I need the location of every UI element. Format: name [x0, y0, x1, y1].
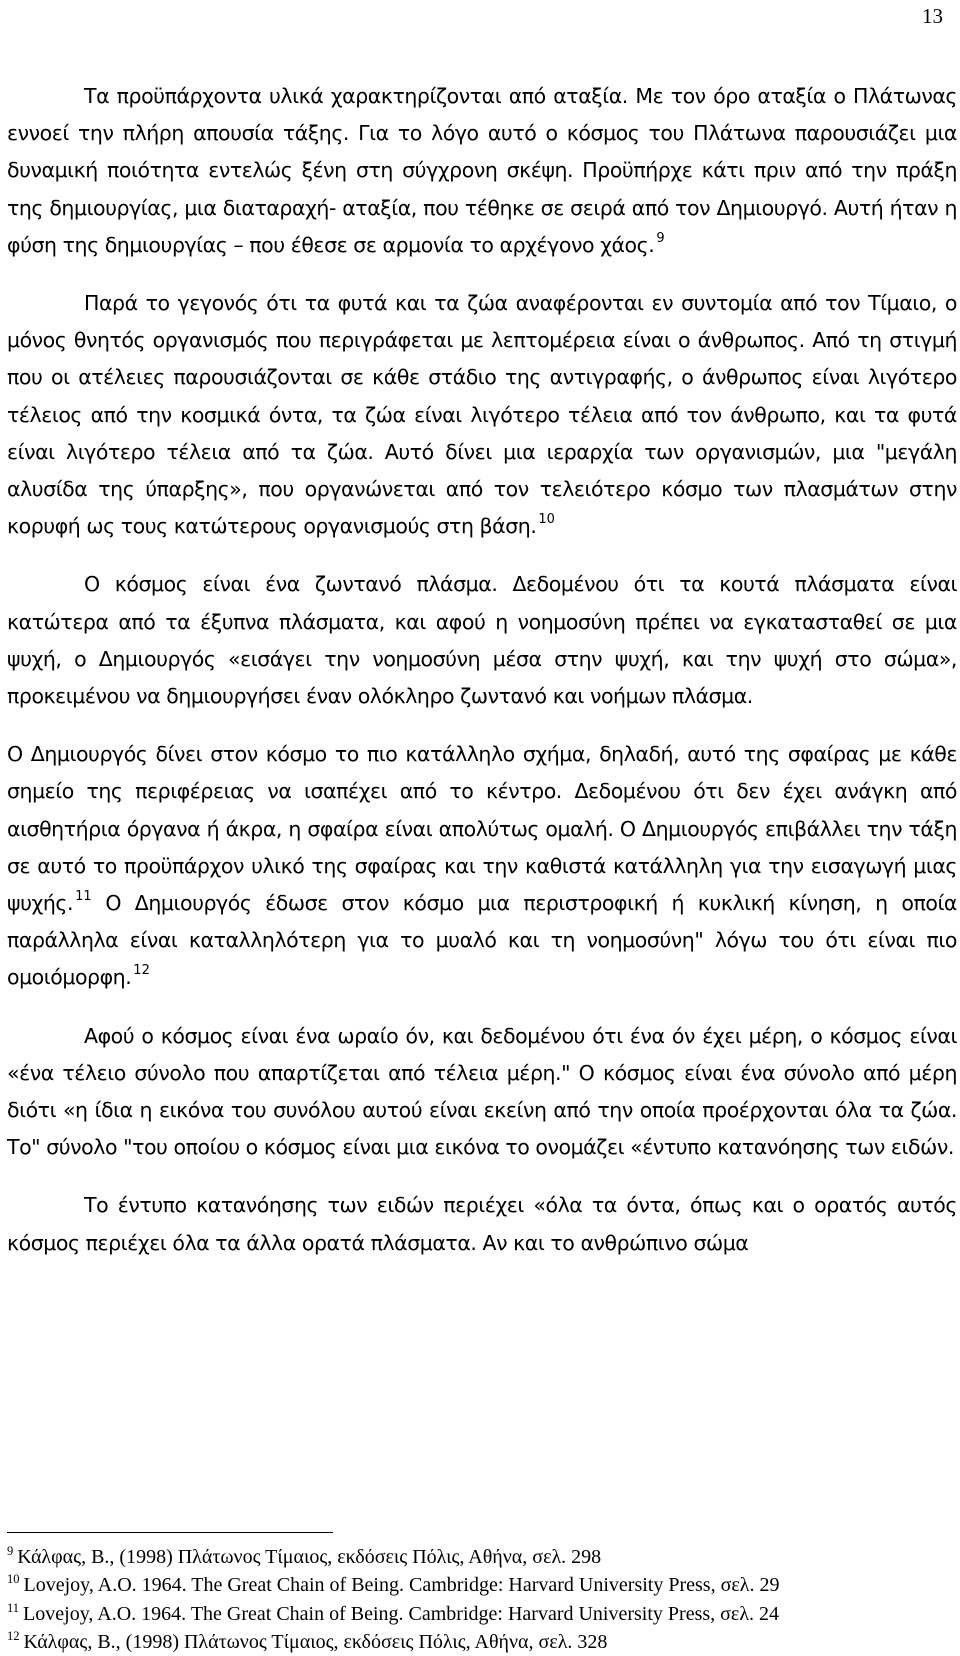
- footnote-separator: [7, 1532, 333, 1533]
- body-text: [7, 78, 957, 1262]
- page-number: 13: [922, 4, 943, 28]
- footnote-10: [7, 1571, 957, 1599]
- paragraph-6: [7, 1187, 957, 1261]
- footnotes: [7, 1543, 957, 1656]
- footnote-12: [7, 1628, 957, 1656]
- footnote-number: 11: [7, 1600, 20, 1615]
- paragraph-text: Ο Δημιουργός έδωσε στον κόσμο μια περιστροφική ή κυκλική κίνηση, η οποία παράλληλα είναι καταλληλότερη για το μυαλό και τη νοημοσύνη" λόγω του ότι είναι πιο ομοιόμορφη.: [7, 891, 957, 990]
- paragraph-3: [7, 566, 957, 715]
- paragraph-2: [7, 285, 957, 545]
- footnote-ref-10: 10: [538, 512, 555, 528]
- paragraph-text: Αφού ο κόσμος είναι ένα ωραίο όν, και δεδομένου ότι ένα όν έχει μέρη, ο κόσμος είναι «ένα τέλειο σύνολο που απαρτίζεται από τέλεια μέρη." Ο κόσμος είναι ένα σύνολο από μέρη διότι «η ίδια η εικόνα του συνόλου αυτού είναι εκείνη από την οποία προέρχονται όλα τα ζώα. Το" σύνολο "του οποίου ο κόσμος είναι μια εικόνα το ονομάζει «έντυπο κατανόησης των ειδών.: [7, 1023, 957, 1160]
- footnote-ref-9: 9: [656, 230, 665, 246]
- paragraph-text: Το έντυπο κατανόησης των ειδών περιέχει «όλα τα όντα, όπως και ο ορατός αυτός κόσμος περιέχει όλα τα άλλα ορατά πλάσματα. Αν και το ανθρώπινο σώμα: [7, 1193, 957, 1255]
- paragraph-text: Ο κόσμος είναι ένα ζωντανό πλάσμα. Δεδομένου ότι τα κουτά πλάσματα είναι κατώτερα από τα έξυπνα πλάσματα, και αφού η νοημοσύνη πρέπει να εγκατασταθεί σε μια ψυχή, ο Δημιουργός «εισάγει την νοημοσύνη μέσα στην ψυχή, και την ψυχή στο σώμα», προκειμένου να δημιουργήσει έναν ολόκληρο ζωντανό και νοήμων πλάσμα.: [7, 572, 957, 709]
- footnote-number: 9: [7, 1544, 14, 1558]
- paragraph-5: [7, 1018, 957, 1167]
- footnote-ref-11: 11: [75, 889, 92, 905]
- footnote-text: Κάλφας, Β., (1998) Πλάτωνος Τίμαιος, εκδόσεις Πόλις, Αθήνα, σελ. 298: [17, 1546, 602, 1568]
- footnote-number: 12: [7, 1628, 20, 1643]
- footnote-9: [7, 1543, 957, 1571]
- footnote-text: Lovejoy, A.O. 1964. The Great Chain of Being. Cambridge: Harvard University Press, σελ. 24: [23, 1602, 780, 1625]
- paragraph-1: [7, 78, 957, 264]
- paragraph-text: Παρά το γεγονός ότι τα φυτά και τα ζώα αναφέρονται εν συντομία από τον Τίμαιο, ο μόνος θνητός οργανισμός που περιγράφεται με λεπτομέρεια είναι ο άνθρωπος. Από τη στιγμή που οι ατέλειες παρουσιάζονται σε κάθε στάδιο της αντιγραφής, ο άνθρωπος είναι λιγότερο τέλειος από την κοσμικά όντα, τα ζώα είναι λιγότερο τέλεια από τον άνθρωπο, και τα φυτά είναι λιγότερο τέλεια από τα ζώα. Αυτό δίνει μια ιεραρχία των οργανισμών, μια "μεγάλη αλυσίδα της ύπαρξης», που οργανώνεται από τον τελειότερο κόσμο των πλασμάτων στην κορυφή ως τους κατώτερους οργανισμούς στη βάση.: [7, 291, 957, 539]
- paragraph-text: Ο Δημιουργός δίνει στον κόσμο το πιο κατάλληλο σχήμα, δηλαδή, αυτό της σφαίρας με κάθε σημείο της περιφέρειας να ισαπέχει από το κέντρο. Δεδομένου ότι δεν έχει ανάγκη από αισθητήρια όργανα ή άκρα, η σφαίρα είναι απολύτως ομαλή. Ο Δημιουργός επιβάλλει την τάξη σε αυτό το προϋπάρχον υλικό της σφαίρας και την καθιστά κατάλληλη για την εισαγωγή μιας ψυχής.: [7, 742, 957, 916]
- footnote-ref-12: 12: [133, 963, 150, 979]
- footnote-11: [7, 1600, 957, 1628]
- footnote-text: Lovejoy, A.O. 1964. The Great Chain of Being. Cambridge: Harvard University Press, σελ. 29: [23, 1574, 780, 1597]
- paragraph-4: [7, 736, 957, 996]
- paragraph-text: Τα προϋπάρχοντα υλικά χαρακτηρίζονται από αταξία. Με τον όρο αταξία ο Πλάτωνας εννοεί την πλήρη απουσία τάξης. Για το λόγο αυτό ο κόσμος του Πλάτωνα παρουσιάζει μια δυναμική ποιότητα εντελώς ξένη στη σύγχρονη σκέψη. Προϋπήρχε κάτι πριν από την πράξη της δημιουργίας, μια διαταραχή- αταξία, που τέθηκε σε σειρά από τον Δημιουργό. Αυτή ήταν η φύση της δημιουργίας – που έθεσε σε αρμονία το αρχέγονο χάος.: [7, 84, 957, 257]
- footnote-number: 10: [7, 1572, 20, 1587]
- footnote-text: Κάλφας, Β., (1998) Πλάτωνος Τίμαιος, εκδόσεις Πόλις, Αθήνα, σελ. 328: [23, 1630, 608, 1653]
